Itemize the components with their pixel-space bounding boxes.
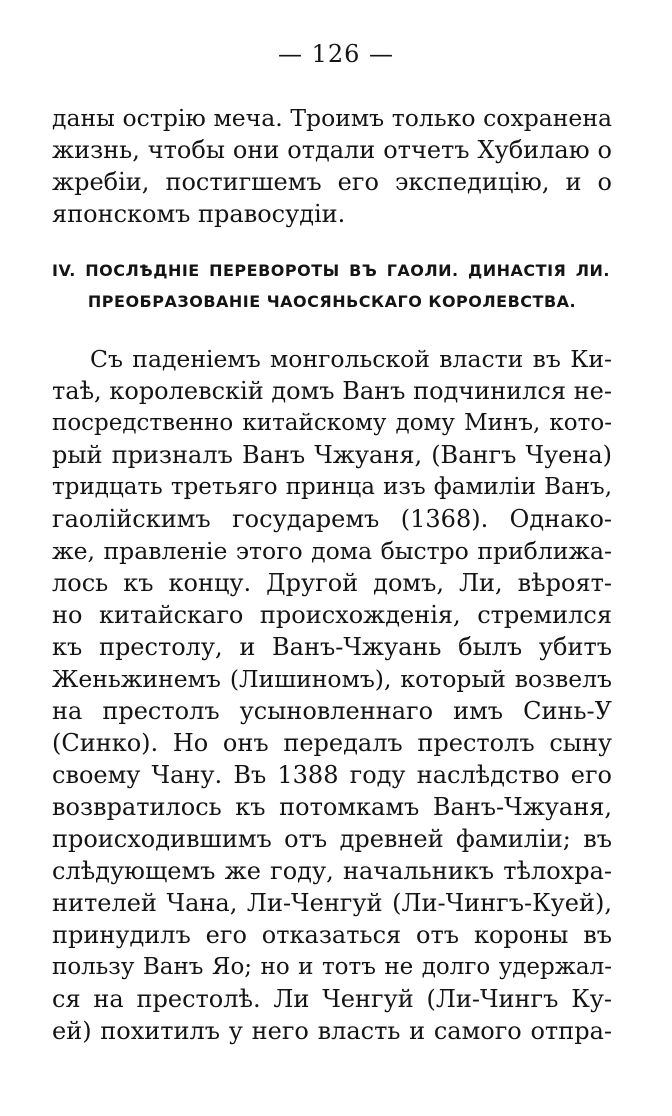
- paragraph-line: нителей Чана, Ли-Ченгуй (Ли-Чингъ-Куей),: [52, 889, 612, 917]
- paragraph-line: тридцать третьяго принца изъ фамиліи Ванъ,: [52, 474, 612, 500]
- continuation-line: японскомъ правосудіи.: [52, 200, 346, 228]
- paragraph-line: же, правленіе этого дома быстро приближа-: [52, 537, 612, 565]
- paragraph-line: пользу Ванъ Яо; но и тотъ не долго удержал-: [52, 954, 612, 980]
- paragraph-line: принудилъ его отказаться отъ короны въ: [52, 921, 612, 949]
- paragraph-line: ей) похитилъ у него власть и самого отпра-: [52, 1017, 612, 1045]
- paragraph-line: къ престолу, и Ванъ-Чжуань былъ убитъ: [52, 633, 612, 661]
- paragraph-line: Съ паденіемъ монгольской власти въ Ки-: [90, 345, 612, 373]
- section-heading-line: ПРЕОБРАЗОВАНІЕ ЧАОСЯНЬСКАГО КОРОЛЕВСТВА.: [87, 292, 577, 311]
- continuation-line: даны острію меча. Троимъ только сохранена: [52, 104, 612, 132]
- paragraph-line: происходившимъ отъ древней фамиліи; въ: [52, 825, 612, 853]
- paragraph-line: своему Чану. Въ 1388 году наслѣдство его: [52, 761, 612, 789]
- page-number: — 126 —: [277, 40, 395, 68]
- paragraph-line: рый призналъ Ванъ Чжуаня, (Вангъ Чуена): [52, 441, 612, 469]
- paragraph-line: посредственно китайскому дому Минъ, кото-: [52, 410, 612, 436]
- paragraph-line: лось къ концу. Другой домъ, Ли, вѣроят-: [52, 569, 612, 597]
- paragraph-line: гаолійскимъ государемъ (1368). Однако-: [52, 505, 612, 533]
- paragraph-line: таѣ, королевскій домъ Ванъ подчинился не-: [52, 377, 612, 405]
- paragraph-line: на престолъ усыновленнаго имъ Синь-У: [52, 697, 612, 725]
- paragraph-line: слѣдующемъ же году, начальникъ тѣлохра-: [52, 857, 612, 885]
- paragraph-line: возвратилось къ потомкамъ Ванъ-Чжуаня,: [52, 793, 612, 821]
- paragraph-line: но китайскаго происхожденія, стремился: [52, 601, 612, 629]
- paragraph-line: Женьжинемъ (Лишиномъ), который возвелъ: [52, 665, 612, 693]
- continuation-line: жребіи, постигшемъ его экспедицію, и о: [52, 168, 612, 196]
- paragraph-line: (Синко). Но онъ передалъ престолъ сыну: [52, 729, 612, 757]
- section-heading-line: IV. ПОСЛѢДНІЕ ПЕРЕВОРОТЫ ВЪ ГАОЛИ. ДИНАСТІЯ ЛИ.: [52, 261, 610, 280]
- continuation-line: жизнь, чтобы они отдали отчетъ Хубилаю о: [52, 136, 612, 164]
- paragraph-line: ся на престолѣ. Ли Ченгуй (Ли-Чингъ Ку-: [52, 985, 612, 1013]
